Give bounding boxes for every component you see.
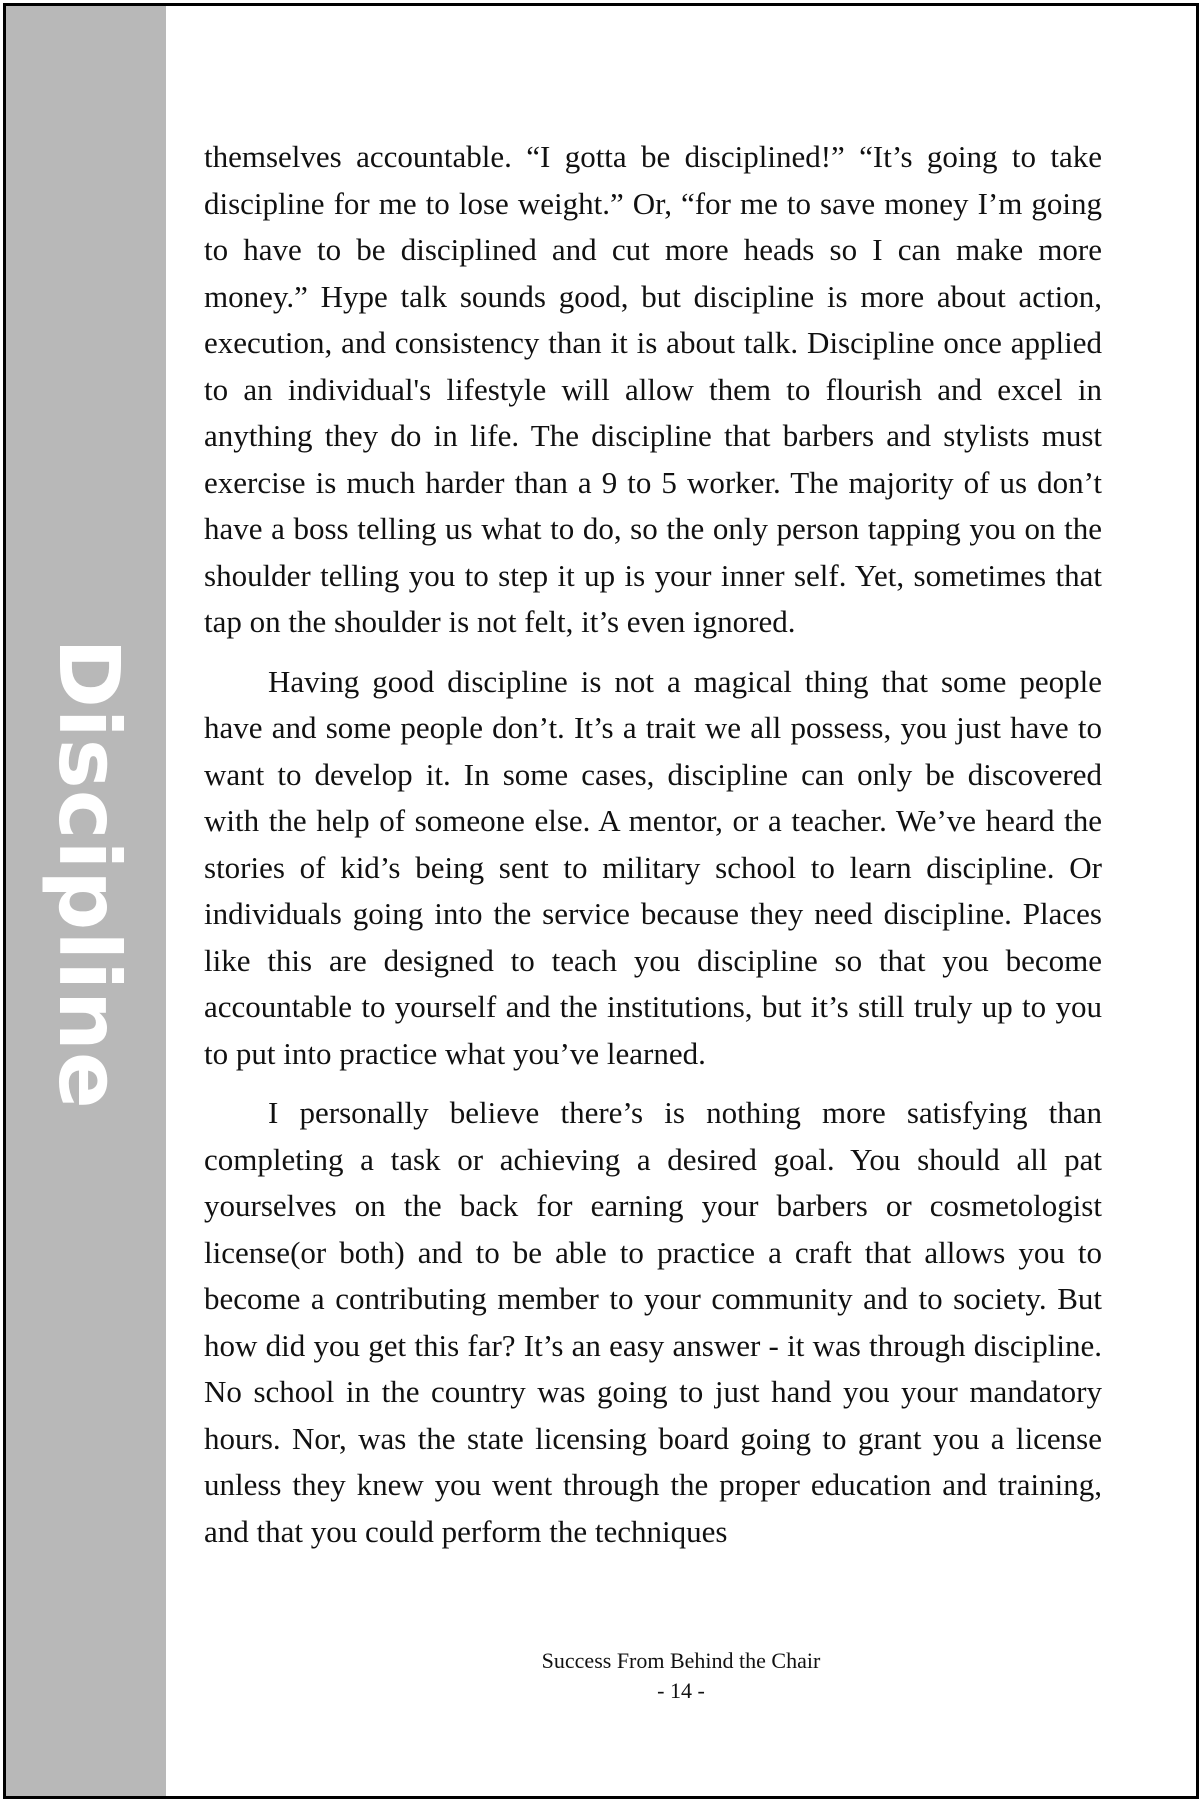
paragraph: themselves accountable. “I gotta be disciplined!” “It’s going to take discipline for me to lose weight.” Or, “for me to save money I’m going to have to be disciplined and cut more heads so I can make more money.” Hype talk sounds good, but discipline is more about action, execution, and consistency than it is about talk. Discipline once applied to an individual's lifestyle will allow them to flourish and excel in anything they do in life. The discipline that barbers and stylists must exercise is much harder than a 9 to 5 worker. The majority of us don’t have a boss telling us what to do, so the only person tapping you on the shoulder telling you to step it up is your inner self. Yet, sometimes that tap on the shoulder is not felt, it’s even ignored. (204, 139, 1102, 639)
paragraph: I personally believe there’s is nothing more satisfying than completing a task or achieving a desired goal. You should all pat yourselves on the back for earning your barbers or cosmetologist license(or both) and to be able to practice a craft that allows you to become a contributing member to your community and to society. But how did you get this far? It’s an easy answer - it was through discipline. No school in the country was going to just hand you your mandatory hours. Nor, was the state licensing board going to grant you a license unless they knew you went through the proper education and training, and that you could perform the techniques (204, 1095, 1102, 1549)
paragraph: Having good discipline is not a magical thing that some people have and some people don’t. It’s a trait we all possess, you just have to want to develop it. In some cases, discipline can only be discovered with the help of someone else. A mentor, or a teacher. We’ve heard the stories of kid’s being sent to military school to learn discipline. Or individuals going into the service because they need discipline. Places like this are designed to teach you discipline so that you become accountable to yourself and the institutions, but it’s still truly up to you to put into practice what you’ve learned. (204, 663, 1102, 1071)
chapter-side-tab (6, 6, 166, 1796)
body-text (204, 134, 1102, 1568)
page (3, 3, 1199, 1799)
chapter-title: Discipline (40, 638, 138, 1110)
book-title: Success From Behind the Chair (541, 1648, 821, 1673)
page-footer (166, 1646, 1196, 1706)
page-number: - 14 - (657, 1678, 705, 1703)
